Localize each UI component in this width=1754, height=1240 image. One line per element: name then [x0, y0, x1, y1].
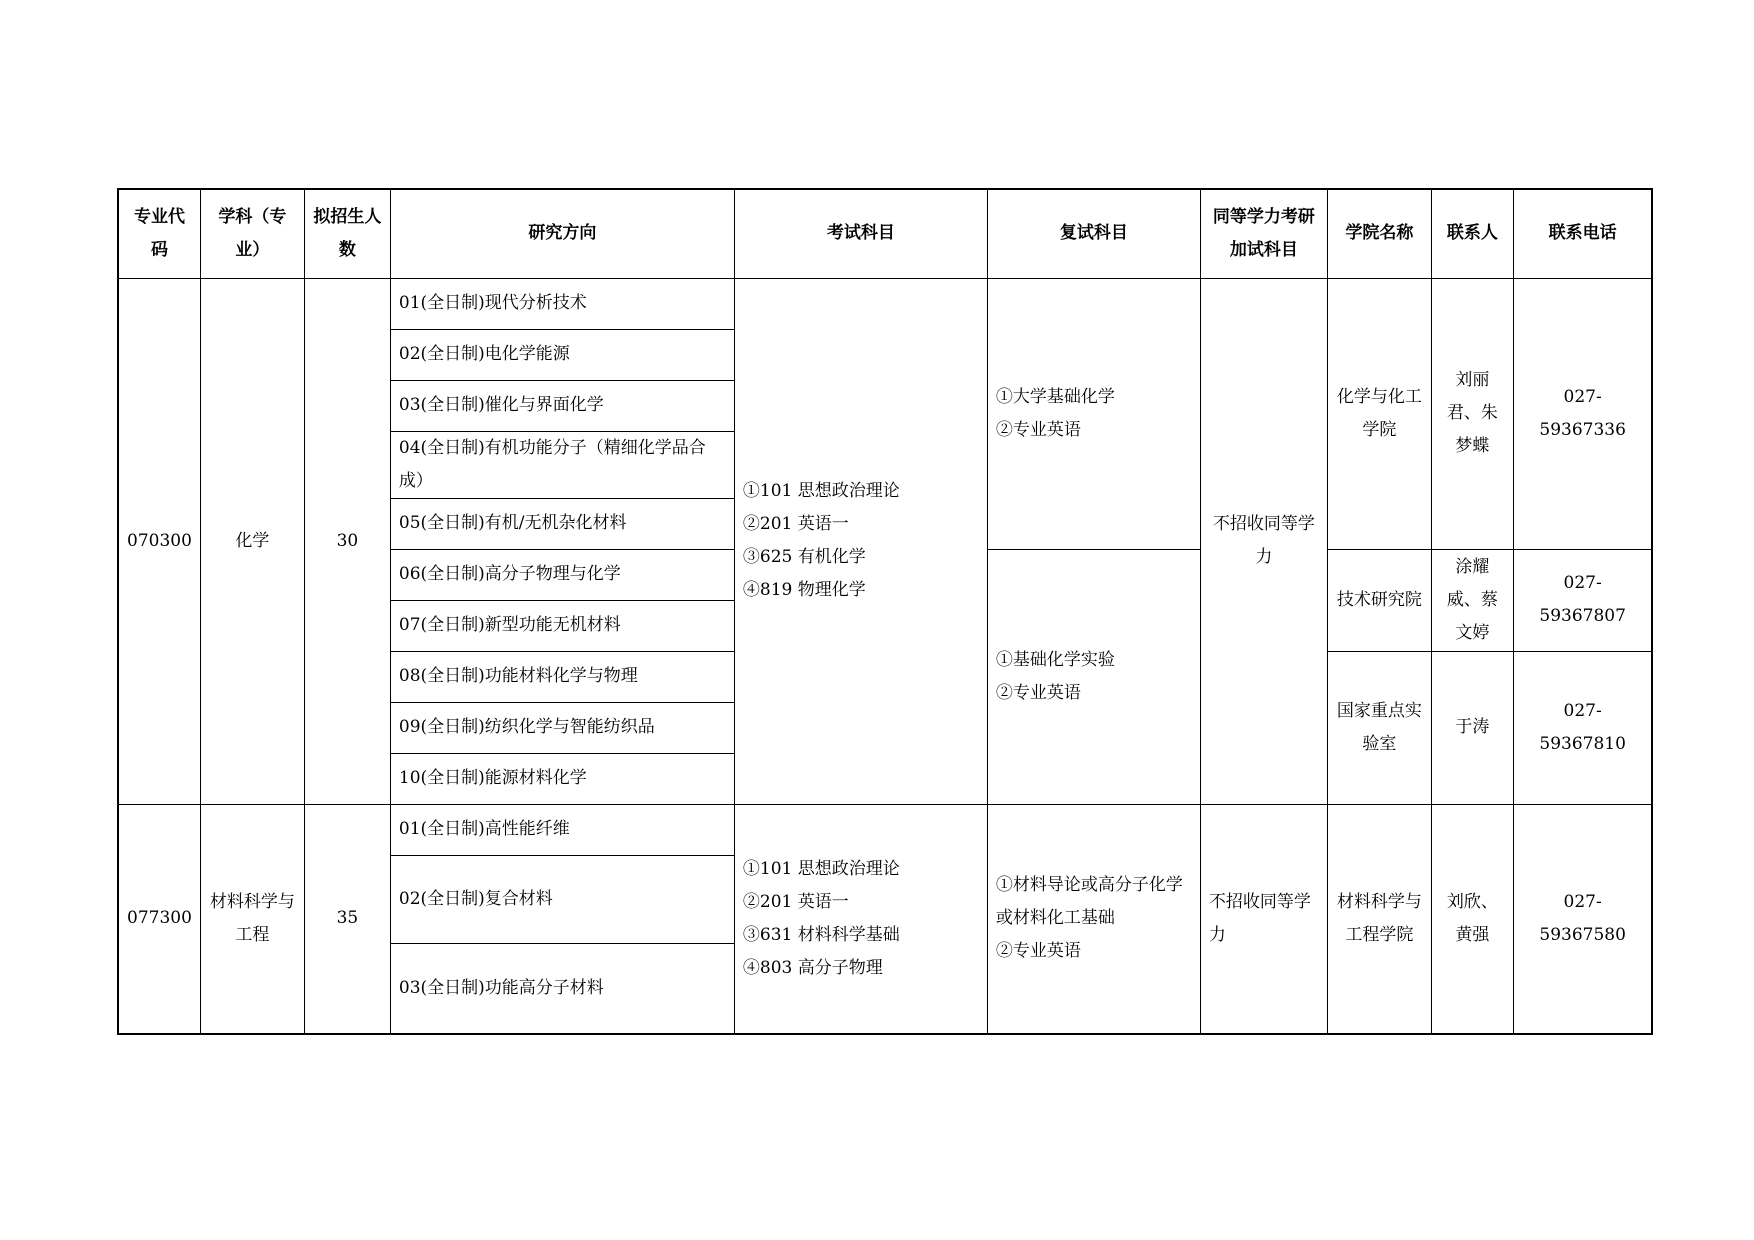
- direction-cell: 05(全日制)有机/无机杂化材料: [390, 498, 734, 549]
- table-row: [118, 278, 1652, 329]
- header-code: 专业代码: [118, 189, 200, 278]
- direction-cell: 03(全日制)催化与界面化学: [390, 380, 734, 431]
- direction-cell: 07(全日制)新型功能无机材料: [390, 600, 734, 651]
- direction-cell: 06(全日制)高分子物理与化学: [390, 549, 734, 600]
- direction-cell: 01(全日制)现代分析技术: [390, 278, 734, 329]
- program-code: 077300: [118, 804, 200, 1034]
- exam-subjects: [734, 278, 987, 804]
- header-subject: 学科（专业）: [200, 189, 304, 278]
- direction-cell: 01(全日制)高性能纤维: [390, 804, 734, 855]
- retest-item: ①材料导论或高分子化学或材料化工基础: [995, 875, 1183, 929]
- header-college: 学院名称: [1327, 189, 1431, 278]
- program-quota: 30: [304, 278, 390, 804]
- exam-item: ④803 高分子物理: [742, 957, 883, 978]
- contact-phone: 027-59367336: [1513, 278, 1652, 549]
- header-quota: 拟招生人数: [304, 189, 390, 278]
- college-name: 材料科学与工程学院: [1327, 804, 1431, 1034]
- header-equiv: 同等学力考研加试科目: [1200, 189, 1327, 278]
- direction-cell: 09(全日制)纺织化学与智能纺织品: [390, 702, 734, 753]
- contact-person: 涂耀威、蔡文婷: [1431, 549, 1513, 651]
- exam-subjects: [734, 804, 987, 1034]
- direction-cell: 02(全日制)复合材料: [390, 855, 734, 943]
- direction-cell: 04(全日制)有机功能分子（精细化学品合成）: [390, 431, 734, 498]
- retest-item: ②专业英语: [995, 682, 1081, 703]
- contact-phone: 027-59367580: [1513, 804, 1652, 1034]
- college-name: 化学与化工学院: [1327, 278, 1431, 549]
- admissions-table: [117, 188, 1653, 1035]
- contact-phone: 027-59367807: [1513, 549, 1652, 651]
- retest-subjects: [987, 278, 1200, 549]
- retest-item: ①大学基础化学: [995, 386, 1115, 407]
- program-subject: 材料科学与工程: [200, 804, 304, 1034]
- header-row: [118, 189, 1652, 278]
- equiv-note: 不招收同等学力: [1200, 278, 1327, 804]
- exam-item: ①101 思想政治理论: [742, 858, 900, 879]
- contact-person: 刘丽君、朱梦蝶: [1431, 278, 1513, 549]
- contact-person: 于涛: [1431, 651, 1513, 804]
- direction-cell: 10(全日制)能源材料化学: [390, 753, 734, 804]
- program-quota: 35: [304, 804, 390, 1034]
- table-row: [118, 804, 1652, 855]
- header-direction: 研究方向: [390, 189, 734, 278]
- direction-cell: 08(全日制)功能材料化学与物理: [390, 651, 734, 702]
- header-contact: 联系人: [1431, 189, 1513, 278]
- exam-item: ④819 物理化学: [742, 580, 866, 600]
- retest-item: ②专业英语: [995, 419, 1081, 440]
- header-exam: 考试科目: [734, 189, 987, 278]
- program-subject: 化学: [200, 278, 304, 804]
- retest-item: ①基础化学实验: [995, 649, 1115, 670]
- college-name: 国家重点实验室: [1327, 651, 1431, 804]
- college-name: 技术研究院: [1327, 549, 1431, 651]
- retest-item: ②专业英语: [995, 941, 1081, 962]
- program-code: 070300: [118, 278, 200, 804]
- contact-person: 刘欣、黄强: [1431, 804, 1513, 1034]
- header-phone: 联系电话: [1513, 189, 1652, 278]
- retest-subjects: [987, 549, 1200, 804]
- exam-item: ③625 有机化学: [742, 547, 866, 567]
- exam-item: ③631 材料科学基础: [742, 924, 900, 945]
- header-retest: 复试科目: [987, 189, 1200, 278]
- retest-subjects: [987, 804, 1200, 1034]
- direction-cell: 03(全日制)功能高分子材料: [390, 943, 734, 1034]
- direction-cell: 02(全日制)电化学能源: [390, 329, 734, 380]
- exam-item: ①101 思想政治理论: [742, 481, 900, 501]
- exam-item: ②201 英语一: [742, 891, 849, 912]
- exam-item: ②201 英语一: [742, 514, 849, 534]
- contact-phone: 027-59367810: [1513, 651, 1652, 804]
- equiv-note: 不招收同等学力: [1200, 804, 1327, 1034]
